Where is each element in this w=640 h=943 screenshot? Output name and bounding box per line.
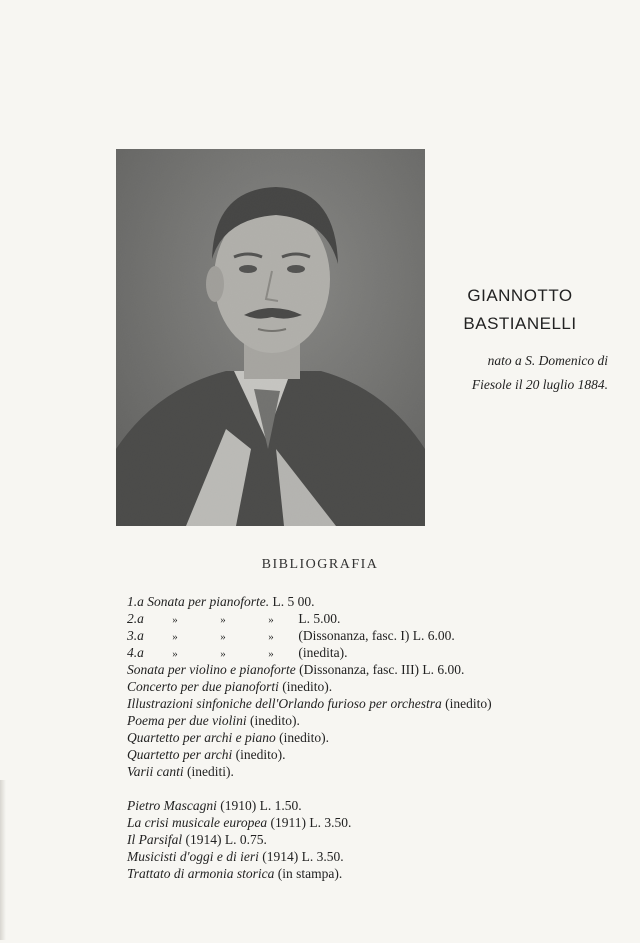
list-item: [127, 814, 351, 831]
birth-info-line2: Fiesole il 20 luglio 1884.: [471, 377, 608, 392]
item-title: Varii canti: [127, 764, 184, 779]
ditto-mark: »: [172, 648, 178, 660]
list-item: [127, 797, 351, 814]
item-details: (inedito).: [275, 730, 329, 745]
item-title: Quartetto per archi e piano: [127, 730, 276, 745]
list-item: [127, 678, 492, 695]
item-details: (Dissonanza, fasc. I) L. 6.00.: [295, 628, 455, 643]
portrait-illustration: [116, 149, 425, 526]
item-title: Illustrazioni sinfoniche dell'Orlando furioso per orchestra: [127, 696, 442, 711]
ditto-mark: »: [220, 631, 226, 643]
item-number: 1.a: [127, 594, 144, 609]
list-item: [127, 610, 492, 627]
item-title: Musicisti d'oggi e di ieri: [127, 849, 259, 864]
item-title: Poema per due violini: [127, 713, 247, 728]
birth-info-line1: nato a S. Domenico di: [487, 353, 608, 368]
list-item: [127, 746, 492, 763]
writings-list: [127, 797, 351, 882]
item-details: (inedito).: [278, 679, 333, 694]
list-item: [127, 695, 492, 712]
item-number: 3.a: [127, 628, 144, 643]
ditto-mark: »: [172, 614, 178, 626]
item-number: 4.a: [127, 645, 144, 660]
list-item: [127, 831, 351, 848]
ditto-mark: »: [220, 648, 226, 660]
item-details: (inedito).: [246, 713, 300, 728]
list-item: [127, 661, 492, 678]
ditto-mark: »: [172, 631, 178, 643]
ditto-mark: »: [220, 614, 226, 626]
item-details: (inedita).: [295, 645, 348, 660]
item-details: (1914) L. 3.50.: [258, 849, 344, 864]
ditto-mark: »: [268, 614, 274, 626]
author-name-first: GIANNOTTO: [467, 286, 573, 305]
list-item: [127, 593, 492, 610]
item-details: L. 5.00.: [295, 611, 341, 626]
list-item: [127, 729, 492, 746]
item-details: (inediti).: [183, 764, 234, 779]
item-details: (Dissonanza, fasc. III) L. 6.00.: [295, 662, 465, 677]
item-details: (inedito).: [232, 747, 286, 762]
item-title: La crisi musicale europea: [127, 815, 268, 830]
list-item: [127, 644, 492, 661]
list-item: [127, 848, 351, 865]
item-title: Quartetto per archi: [127, 747, 233, 762]
bibliography-heading: BIBLIOGRAFIA: [261, 557, 379, 572]
item-title: Pietro Mascagni: [127, 798, 217, 813]
portrait-photo: [116, 149, 425, 526]
item-details: (1914) L. 0.75.: [182, 832, 267, 847]
item-details: (in stampa).: [274, 866, 343, 881]
compositions-list: [127, 593, 492, 780]
item-details: (inedito): [441, 696, 492, 711]
item-title: Sonata per pianoforte.: [147, 594, 270, 609]
list-item: [127, 865, 351, 882]
list-item: [127, 712, 492, 729]
list-item: [127, 763, 492, 780]
ditto-mark: »: [268, 631, 274, 643]
item-details: (1911) L. 3.50.: [267, 815, 352, 830]
list-item: [127, 627, 492, 644]
item-title: Concerto per due pianoforti: [127, 679, 279, 694]
item-title: Trattato di armonia storica: [127, 866, 275, 881]
item-details: (1910) L. 1.50.: [216, 798, 302, 813]
ditto-mark: »: [268, 648, 274, 660]
item-number: 2.a: [127, 611, 144, 626]
author-name-last: BASTIANELLI: [463, 314, 577, 333]
page-edge-shadow: [0, 780, 6, 940]
item-title: Il Parsifal: [127, 832, 183, 847]
item-title: Sonata per violino e pianoforte: [127, 662, 296, 677]
item-details: L. 5 00.: [269, 594, 315, 609]
